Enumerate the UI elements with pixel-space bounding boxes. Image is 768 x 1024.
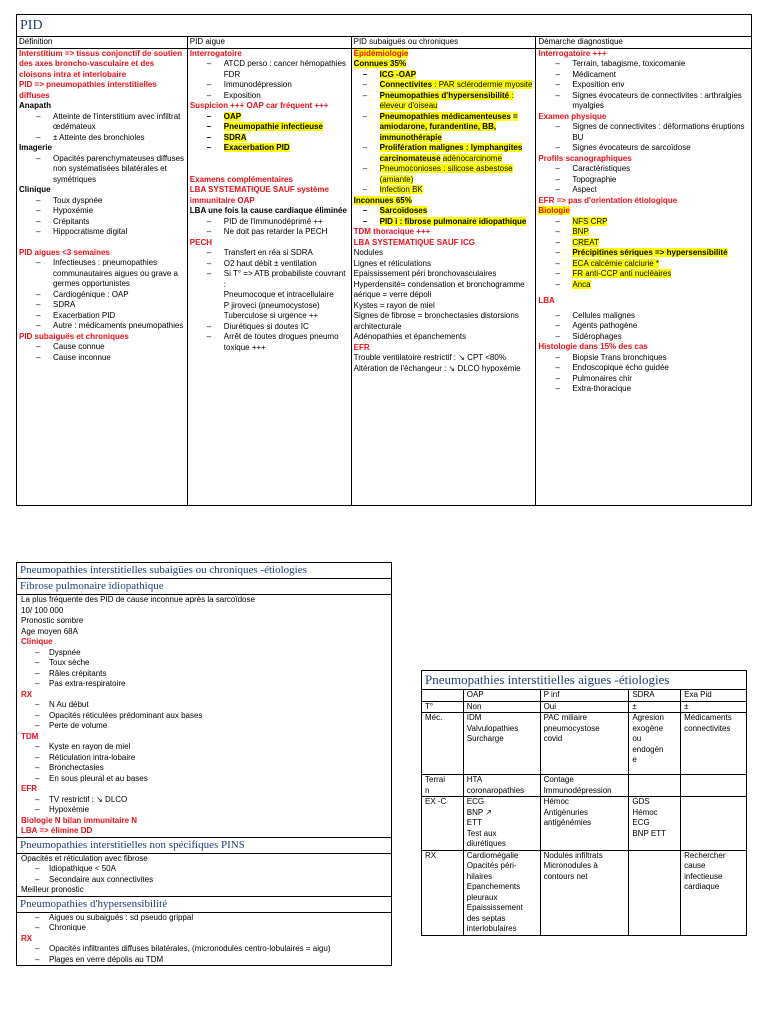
list-item: ICG -OAP (379, 69, 417, 79)
fpi-body (17, 595, 392, 838)
list-item: Infection BK (379, 185, 423, 194)
efr-heading: EFR (21, 784, 37, 793)
list-item: Pneumopathies d'hypersensibilité (379, 90, 510, 100)
text-line: Adénopathies et épanchements (353, 332, 467, 341)
list-item-detail: : PAR sclérodermie myosite (432, 80, 533, 89)
list-item: – Chronique (21, 923, 388, 934)
list-item-detail: : éleveur d'oiseau (379, 90, 514, 110)
anapath-heading: Anapath (19, 101, 51, 110)
text-line: Signes de fibrose = bronchectasies distorsions architecturale (353, 311, 519, 331)
text-line: Trouble ventilatoire restrictif : ↘ CPT <80% (353, 353, 506, 362)
list-item: Exacerbation PID (223, 143, 290, 152)
rx-heading: RX (21, 933, 33, 943)
list-item: – Transfert en réa si SDRA (190, 248, 350, 259)
text-line: Meilleur pronostic (21, 885, 84, 894)
histo-heading: Histologie dans 15% des cas (538, 342, 648, 351)
table-cell: Rechercher cause infectieuse cardiaque (681, 850, 747, 935)
list-item: – Aspect (538, 185, 750, 196)
pins-body (17, 853, 392, 896)
row-label: EX -C (422, 797, 464, 851)
tdm-heading: TDM thoracique +++ (353, 227, 431, 236)
pid-aigues-heading: PID aigues <3 semaines (19, 247, 110, 257)
list-item: BNP (572, 227, 589, 236)
list-item: Pneumocoque et intracellulaire (223, 290, 334, 299)
inconnues-heading: Inconnues 65% (353, 195, 412, 205)
list-item: – PID de l'immunodéprimé ++ (190, 217, 350, 228)
table-cell: ECG BNP ↗ ETT Test aux diurétiques (463, 797, 540, 851)
pid-title: PID (17, 15, 752, 37)
table-cell: Contage Immunodépression (540, 775, 629, 797)
list-item: Prolifération malignes : lymphangites carcinomateuse (379, 143, 523, 163)
list-item: – Bronchectasies (21, 763, 388, 774)
list-item: – Hypoxémie (21, 805, 388, 816)
table-header: P inf (540, 690, 629, 702)
definition-cell (17, 48, 188, 505)
table-header: OAP (463, 690, 540, 702)
list-item: – Râles crépitants (21, 669, 388, 680)
list-item: – Exposition (190, 91, 350, 102)
list-item: – Secondaire aux connectivites (21, 875, 388, 886)
aigues-etiologies-table (421, 670, 747, 936)
list-item: NFS CRP (572, 216, 608, 226)
def-pid: PID => pneumopathies interstitielles diffuses (19, 80, 157, 100)
pid-aigue-cell (187, 48, 351, 505)
list-item: – Hippocratisme digital (19, 227, 186, 238)
profils-heading: Profils scanographiques (538, 153, 632, 163)
pech-heading: PECH (189, 237, 213, 247)
lba-heading: LBA (538, 296, 555, 305)
list-item: FR anti-CCP anti nucléaires (572, 269, 672, 278)
table-row (422, 713, 747, 775)
interro-heading: Interrogatoire +++ (538, 48, 607, 58)
list-item: – Endoscopique écho guidée (538, 363, 750, 374)
pid-subaigues-heading: PID subaiguës et chroniques (19, 331, 129, 341)
list-item: – SDRA (19, 300, 186, 311)
text-line: Opacités et réticulation avec fibrose (21, 853, 148, 863)
list-item: – Opacités réticulées prédominant aux bases (21, 711, 388, 722)
table-header: SDRA (629, 690, 681, 702)
hypersensibilite-body (17, 912, 392, 966)
list-item: – Extra-thoracique (538, 384, 750, 395)
list-item: – Si T° => ATB probabiliste couvrant : (190, 269, 350, 290)
list-item: – Dyspnée (21, 648, 388, 659)
list-item: – Arrêt de toutes drogues pneumo toxique +++ (190, 332, 350, 353)
connues-heading: Connues 35% (353, 59, 407, 68)
list-item: – Exposition env (538, 80, 750, 91)
list-item: PID i : fibrose pulmonaire idiopathique (379, 216, 527, 226)
list-item: – Médicament (538, 70, 750, 81)
table-row (422, 850, 747, 935)
fpi-title: Fibrose pulmonaire idiopathique (17, 579, 392, 595)
table-cell: HTA coronaropathies (463, 775, 540, 797)
biologie-heading: Biologie (538, 206, 570, 215)
list-item: – ATCD perso : cancer hémopathies FDR (190, 59, 350, 80)
lba-heading: LBA SYSTEMATIQUE SAUF ICG (353, 237, 475, 247)
text-line: Age moyen 68A (21, 626, 78, 636)
list-item: – Cellules malignes (538, 311, 750, 322)
list-item: – Toux dyspnée (19, 196, 186, 207)
header-pid-aigue: PID aigue (187, 37, 351, 49)
table-cell: GDS Hémoc ECG BNP ETT (629, 797, 681, 851)
list-item: – Plages en verre dépolis au TDM (21, 955, 388, 966)
list-item: – Topographie (538, 175, 750, 186)
table-cell (629, 850, 681, 935)
table-cell: ± (681, 701, 747, 713)
list-item: – Opacités parenchymateuses diffuses non systématisées bilatérales et symétriques (19, 154, 186, 186)
list-item: – Cause inconnue (19, 353, 186, 364)
list-item: – Opacités infiltrantes diffuses bilatérales, (micronodules centro-lobulaires = aigu) (21, 944, 388, 955)
list-item: CREAT (572, 237, 599, 247)
examens-heading: Examens complémentaires (189, 174, 293, 184)
table-cell: PAC miliaire pneumocystose covid (540, 713, 629, 775)
list-item: – Hypoxémie (19, 206, 186, 217)
table-cell: IDM Valvulopathies Surcharge (463, 713, 540, 775)
text-line: Pronostic sombre (21, 616, 84, 625)
list-item: – Terrain, tabagisme, toxicomanie (538, 59, 750, 70)
interro-heading: Interrogatoire (189, 48, 242, 58)
table-cell: Hémoc Antigènuries antigénémies (540, 797, 629, 851)
header-pid-subaigue: PID subaiguës ou chroniques (351, 37, 536, 49)
list-item: – Pas extra-respiratoire (21, 679, 388, 690)
list-item: – Signes évocateurs de sarcoïdose (538, 143, 750, 154)
list-item: – Aigues ou subaigués : sd pseudo grippal (21, 913, 388, 924)
list-item: – Kyste en rayon de miel (21, 742, 388, 753)
table-cell: Non (463, 701, 540, 713)
subaigues-title: Pneumopathies interstitielles subaigües ou chroniques -étiologies (17, 563, 392, 579)
list-item: SDRA (223, 132, 247, 142)
list-item: ECA calcémie calciurie * (572, 258, 660, 268)
tdm-heading: TDM (21, 731, 39, 741)
list-item: – Infectieuses : pneumopathies communautaires aigues ou grave a germes opportunistes (19, 258, 186, 290)
list-item-detail: adénocarcinome (442, 153, 502, 163)
table-cell: Oui (540, 701, 629, 713)
list-item: – Cardiogénique : OAP (19, 290, 186, 301)
list-item: – Perte de volume (21, 721, 388, 732)
list-item: – N Au début (21, 700, 388, 711)
lba-heading: LBA SYSTEMATIQUE SAUF système immunitaire OAP (189, 185, 329, 205)
list-item: – Réticulation intra-lobaire (21, 753, 388, 764)
list-item: Tuberculose si urgence ++ (223, 311, 319, 320)
text-line: Hyperdensité= condensation et bronchogramme aérique = verre dépoli (353, 279, 525, 299)
biologie-heading: Biologie N bilan immunitaire N (21, 815, 138, 825)
table-cell (681, 797, 747, 851)
aigues-title: Pneumopathies interstitielles aigues -étiologies (422, 671, 747, 690)
text-line: Altération de l'échangeur : ↘ DLCO hypoxémie (353, 363, 521, 373)
list-item: – Agents pathogène (538, 321, 750, 332)
table-cell: Agresion exogène ou endogèn e (629, 713, 681, 775)
exam-heading: Examen physique (538, 111, 607, 121)
list-item: – Pulmonaires chir (538, 374, 750, 385)
list-item: Précipitines sériques => hypersensibilité (572, 248, 728, 257)
text-line: Epaississement péri bronchovasculaires (353, 269, 497, 278)
list-item: Pneumopathie infectieuse (223, 122, 323, 131)
clinique-heading: Clinique (21, 637, 53, 646)
list-item: – Biopsie Trans bronchiques (538, 353, 750, 364)
list-item: – Signes de connectivites : déformations éruptions BU (538, 122, 750, 143)
table-header: Exa Pid (681, 690, 747, 702)
subaigues-etiologies-table (16, 562, 392, 966)
table-cell: Médicaments connectivites (681, 713, 747, 775)
def-interstitium: Interstitium => tissus conjonctif de soutien des axes broncho-vasculaire et des cloisons intra et interlobaire (19, 48, 183, 79)
table-cell (629, 775, 681, 797)
header-demarche: Démarche diagnostique (536, 37, 752, 49)
lba-note: LBA une fois la cause cardiaque éliminée (189, 206, 347, 215)
text-line: Lignes et réticulations (353, 258, 431, 268)
efr-heading: EFR (353, 342, 370, 352)
list-item: – Exacerbation PID (19, 311, 186, 322)
table-cell: ± (629, 701, 681, 713)
table-row (422, 701, 747, 713)
list-item: – Caractéristiques (538, 164, 750, 175)
header-definition: Définition (17, 37, 188, 49)
list-item: – TV restrictif : ↘ DLCO (21, 795, 388, 806)
list-item: – Cause connue (19, 342, 186, 353)
list-item: OAP (223, 111, 242, 121)
list-item: P jiroveci (pneumocystose) (223, 300, 320, 310)
table-row (422, 797, 747, 851)
table-cell: Cardiomégalie Opacités péri- hilaires Epanchements pleuraux Epaississement des septas interlobulaires (463, 850, 540, 935)
list-item: – En sous pleural et au bases (21, 774, 388, 785)
demarche-cell (536, 48, 752, 505)
row-label: T° (422, 701, 464, 713)
row-label: RX (422, 850, 464, 935)
list-item: Anca (572, 279, 591, 289)
table-row (422, 775, 747, 797)
list-item: Pneumopathies médicamenteuses (379, 111, 511, 121)
list-item: – Idiopathique < 50A (21, 864, 388, 875)
rx-heading: RX (21, 689, 33, 699)
list-item: Pneumoconioses : silicose asbestose (amiante) (379, 164, 513, 184)
pins-title: Pneumopathies interstitielles non spécifiques PINS (17, 837, 392, 853)
list-item: Sarcoïdoses (379, 206, 428, 215)
text-line: Kystes = rayon de miel (353, 300, 435, 310)
efr-heading: EFR => pas d'orientation étiologique (538, 195, 678, 205)
text-line: Nodules (353, 248, 383, 257)
epidemiologie-heading: Epidémiologie (353, 48, 409, 58)
pid-table (16, 14, 752, 506)
table-cell: Nodules infiltrats Micronodules à contours net (540, 850, 629, 935)
row-label: Terrai n (422, 775, 464, 797)
table-header (422, 690, 464, 702)
list-item: – Sidérophages (538, 332, 750, 343)
list-item: – Ne doit pas retarder la PECH (190, 227, 350, 238)
table-cell (681, 775, 747, 797)
hypersensibilite-title: Pneumopathies d'hypersensibilité (17, 896, 392, 912)
clinique-heading: Clinique (19, 185, 51, 194)
list-item: – Immunodépression (190, 80, 350, 91)
list-item: – Atteinte de l'interstitium avec infiltrat œdémateux (19, 112, 186, 133)
list-item: – Autre : médicaments pneumopathies (19, 321, 186, 332)
list-item: – O2 haut débit ± ventilation (190, 259, 350, 270)
pid-subaigue-cell (351, 48, 536, 505)
imagerie-heading: Imagerie (19, 143, 52, 152)
text-line: 10/ 100 000 (21, 605, 64, 615)
list-item: – ± Atteinte des bronchioles (19, 133, 186, 144)
list-item: – Signes évocateurs de connectivites : arthralgies myalgies (538, 91, 750, 112)
list-item: – Toux sèche (21, 658, 388, 669)
list-item: – Diurétiques si doutes IC (190, 322, 350, 333)
list-item-detail: = amiodarone, furandentine, BB, immunothérapie (379, 111, 518, 142)
suspicion-heading: Suspicion +++ OAP car fréquent +++ (189, 101, 329, 110)
lba-heading: LBA => élimine DD (21, 826, 93, 835)
row-label: Méc. (422, 713, 464, 775)
list-item: – Crépitants (19, 217, 186, 228)
text-line: La plus fréquente des PID de cause inconnue après la sarcoïdose (21, 595, 255, 604)
list-item: Connectivites (379, 80, 433, 89)
